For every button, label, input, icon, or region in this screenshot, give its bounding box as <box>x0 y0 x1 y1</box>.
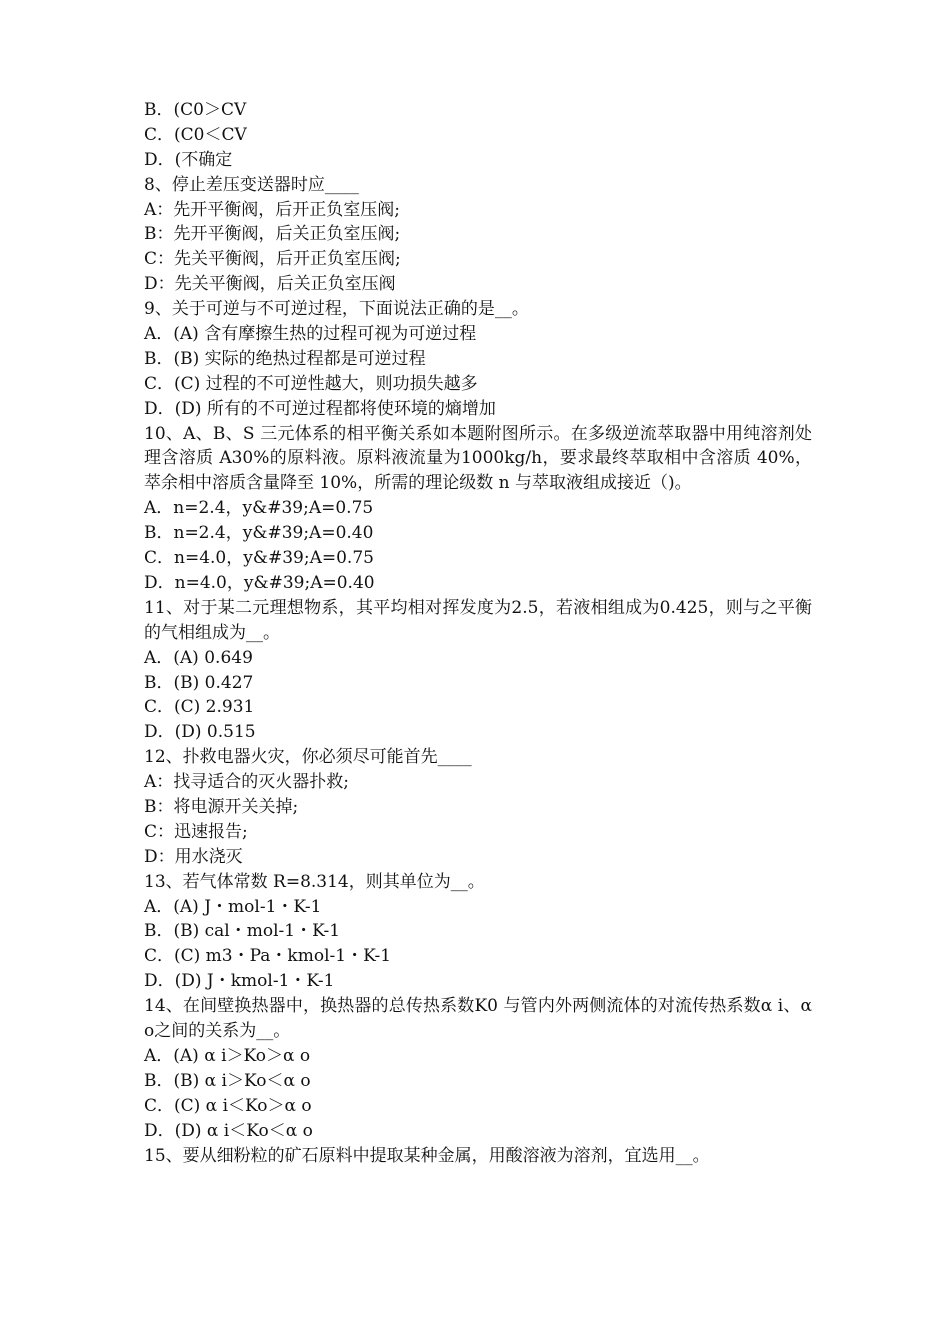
option-10b: B．n=2.4，y&#39;A=0.40 <box>144 523 374 544</box>
question-11: 11、对于某二元理想物系，其平均相对挥发度为2.5，若液相组成为0.425，则与之平衡的气相组成为__。 <box>144 597 812 643</box>
option-9d: D．(D) 所有的不可逆过程都将使环境的熵增加 <box>144 398 496 419</box>
option-9a: A．(A) 含有摩擦生热的过程可视为可逆过程 <box>144 324 477 345</box>
option-12a: A：找寻适合的灭火器扑救; <box>144 772 350 793</box>
option-14d: D．(D) α i＜Ko＜α o <box>144 1120 313 1141</box>
question-12: 12、扑救电器火灾，你必须尽可能首先____ <box>144 747 472 768</box>
option-11d: D．(D) 0.515 <box>144 722 256 743</box>
option-14b: B．(B) α i＞Ko＜α o <box>144 1070 311 1091</box>
option-11b: B．(B) 0.427 <box>144 672 254 693</box>
option-8a: A：先开平衡阀，后开正负室压阀; <box>144 199 401 220</box>
option-7c: C．(C0＜CV <box>144 124 247 145</box>
option-8d: D：先关平衡阀，后关正负室压阀 <box>144 274 396 295</box>
option-13c: C．(C) m3・Pa・kmol-1・K-1 <box>144 946 392 967</box>
option-8c: C：先关平衡阀，后开正负室压阀; <box>144 249 401 270</box>
option-9b: B．(B) 实际的绝热过程都是可逆过程 <box>144 348 426 369</box>
option-13a: A．(A) J・mol-1・K-1 <box>144 896 322 917</box>
option-9c: C．(C) 过程的不可逆性越大，则功损失越多 <box>144 373 478 394</box>
question-10: 10、A、B、S 三元体系的相平衡关系如本题附图所示。在多级逆流萃取器中用纯溶剂处理含溶质 A30%的原料液。原料液流量为1000kg/h，要求最终萃取相中含溶质 40%，萃余相中溶质含量降至 10%，所需的理论级数 n 与萃取液组成接近（)。 <box>144 423 812 494</box>
option-12c: C：迅速报告; <box>144 821 248 842</box>
option-8b: B：先开平衡阀，后关正负室压阀; <box>144 224 401 245</box>
option-13d: D．(D) J・kmol-1・K-1 <box>144 971 335 992</box>
option-10d: D．n=4.0，y&#39;A=0.40 <box>144 572 375 593</box>
document-page <box>144 98 812 1168</box>
option-13b: B．(B) cal・mol-1・K-1 <box>144 921 341 942</box>
question-15: 15、要从细粉粒的矿石原料中提取某种金属，用酸溶液为溶剂，宜选用__。 <box>144 1145 710 1166</box>
option-10c: C．n=4.0，y&#39;A=0.75 <box>144 548 374 569</box>
question-14: 14、在间壁换热器中，换热器的总传热系数K0 与管内外两侧流体的对流传热系数α i、α o之间的关系为__。 <box>144 996 812 1042</box>
option-12d: D：用水浇灭 <box>144 846 243 867</box>
question-13: 13、若气体常数 R=8.314，则其单位为__。 <box>144 871 485 892</box>
option-7d: D．(不确定 <box>144 149 233 170</box>
option-14c: C．(C) α i＜Ko＞α o <box>144 1095 312 1116</box>
question-9: 9、关于可逆与不可逆过程，下面说法正确的是__。 <box>144 299 529 320</box>
question-8: 8、停止差压变送器时应____ <box>144 174 359 195</box>
option-11c: C．(C) 2.931 <box>144 697 255 718</box>
option-11a: A．(A) 0.649 <box>144 647 253 668</box>
option-10a: A．n=2.4，y&#39;A=0.75 <box>144 498 374 519</box>
option-7b: B．(C0＞CV <box>144 100 247 120</box>
option-12b: B：将电源开关关掉; <box>144 797 299 818</box>
option-14a: A．(A) α i＞Ko＞α o <box>144 1045 311 1066</box>
